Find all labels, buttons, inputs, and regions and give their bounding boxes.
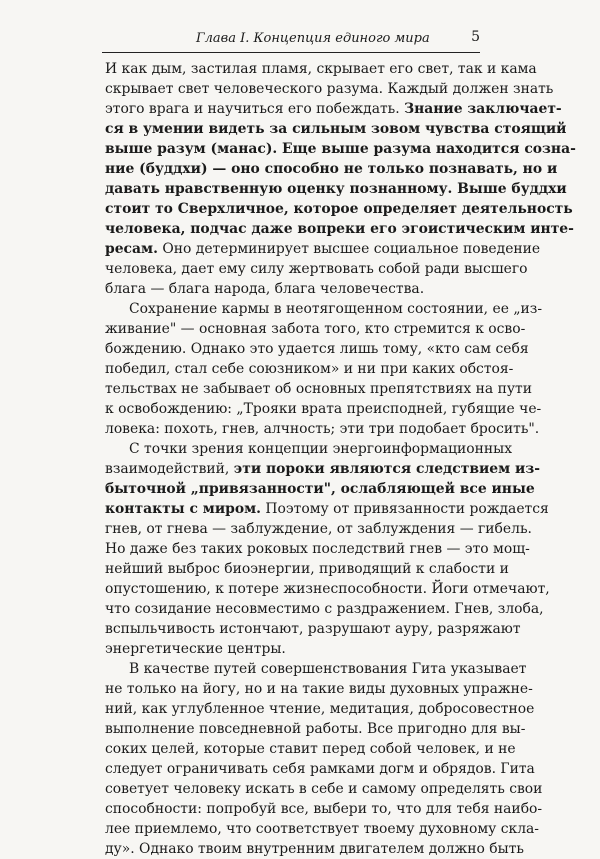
text-segment: В качестве путей совершенствования Гита указывает xyxy=(129,661,527,677)
text-line xyxy=(105,659,527,679)
text-line xyxy=(105,99,562,119)
bold-text-segment: давать нравственную оценку познанному. Выше буддхи xyxy=(105,181,567,197)
text-line xyxy=(105,419,540,439)
text-line xyxy=(105,759,535,779)
text-line xyxy=(105,799,543,819)
text-line xyxy=(105,699,535,719)
text-line xyxy=(105,719,526,739)
text-line xyxy=(105,599,544,619)
text-segment: Поэтому от привязанности рождается xyxy=(261,501,549,517)
text-segment: что созидание несовместимо с раздражением. Гнев, злоба, xyxy=(105,601,544,617)
text-segment: блага — блага народа, блага человечества. xyxy=(105,281,425,297)
bold-text-segment: выше разум (манас). Еще выше разума находится созна- xyxy=(105,141,576,157)
page-number: 5 xyxy=(471,29,480,45)
text-line xyxy=(105,339,529,359)
text-segment: энергетические центры. xyxy=(105,641,286,657)
text-line xyxy=(105,619,521,639)
text-segment: Оно детерминирует высшее социальное поведение xyxy=(157,241,541,257)
text-segment: выполнение повседневной работы. Все пригодно для вы- xyxy=(105,721,526,737)
text-segment: Сохранение кармы в неотягощенном состоянии, ее „из- xyxy=(129,301,543,317)
chapter-title: Глава I. Концепция единого мира xyxy=(196,31,430,46)
text-segment: тельствах не забывает об основных препятствиях на пути xyxy=(105,381,532,397)
text-segment: лее приемлемо, что соответствует твоему духовному скла- xyxy=(105,821,539,837)
text-segment: нейший выброс биоэнергии, приводящий к слабости и xyxy=(105,561,509,577)
running-header xyxy=(102,28,480,53)
text-segment: И как дым, застилая пламя, скрывает его свет, так и кама xyxy=(105,61,537,77)
text-line xyxy=(105,399,542,419)
text-segment: ду». Однако твоим внутренним двигателем должно быть xyxy=(105,841,524,857)
text-line xyxy=(105,79,554,99)
bold-text-segment: ние (буддхи) — оно способно не только познавать, но и xyxy=(105,161,558,177)
text-line xyxy=(105,639,476,659)
text-line xyxy=(105,519,532,539)
text-line xyxy=(105,499,549,519)
text-segment: советует человеку искать в себе и самому определять свои xyxy=(105,781,543,797)
text-segment: опустошению, к потере жизнеспособности. Йоги отмечают, xyxy=(105,581,550,597)
text-segment: следует ограничивать себя рамками догм и обрядов. Гита xyxy=(105,761,535,777)
text-line xyxy=(105,779,543,799)
text-segment: вспыльчивость истончают, разрушают ауру, разряжают xyxy=(105,621,521,637)
text-line xyxy=(105,819,539,839)
text-segment: ловека: похоть, гнев, алчность; эти три подобает бросить". xyxy=(105,421,540,437)
text-line xyxy=(105,239,541,259)
text-segment: ний, как углубленное чтение, медитация, добросовестное xyxy=(105,701,535,717)
text-segment: к освобождению: „Трояки врата преисподней, губящие че- xyxy=(105,401,542,417)
text-line xyxy=(105,319,526,339)
text-line xyxy=(105,179,567,199)
text-line xyxy=(105,139,576,159)
bold-text-segment: эти пороки являются следствием из- xyxy=(233,461,540,477)
body-text xyxy=(105,59,576,859)
text-segment: не только на йогу, но и на такие виды духовных упражне- xyxy=(105,681,533,697)
text-line xyxy=(105,439,513,459)
text-segment: С точки зрения концепции энергоинформационных xyxy=(129,441,513,457)
text-segment: взаимодействий, xyxy=(105,461,234,477)
bold-text-segment: стоит то Сверхличное, которое определяет деятельность xyxy=(105,201,573,217)
bold-text-segment: человека, подчас даже вопреки его эгоистическим инте- xyxy=(105,221,574,237)
bold-text-segment: ресам. xyxy=(105,241,158,257)
text-segment: Но даже без таких роковых последствий гнев — это мощ- xyxy=(105,541,530,557)
text-line xyxy=(105,299,543,319)
text-segment: живание" — основная забота того, кто стремится к осво- xyxy=(105,321,526,337)
text-line xyxy=(105,539,530,559)
text-line xyxy=(105,119,567,139)
text-line xyxy=(105,259,528,279)
text-segment: способности: попробуй все, выбери то, что для тебя наибо- xyxy=(105,801,543,817)
text-line xyxy=(105,679,533,699)
text-segment: соких целей, которые ставит перед собой человек, и не xyxy=(105,741,516,757)
text-line xyxy=(105,159,558,179)
text-segment: победил, стал себе союзником» и ни при каких обстоя- xyxy=(105,361,514,377)
bold-text-segment: быточной „привязанности", ослабляющей все иные xyxy=(105,481,535,497)
text-line xyxy=(105,199,573,219)
text-line xyxy=(105,359,514,379)
text-line xyxy=(105,459,540,479)
text-segment: гнев, от гнева — заблуждение, от заблуждения — гибель. xyxy=(105,521,532,537)
bold-text-segment: ся в умении видеть за сильным зовом чувства стоящий xyxy=(105,121,567,137)
text-line xyxy=(105,479,535,499)
text-line xyxy=(105,59,537,79)
text-line xyxy=(105,579,550,599)
text-segment: человека, дает ему силу жертвовать собой ради высшего xyxy=(105,261,528,277)
bold-text-segment: контакты с миром. xyxy=(105,501,262,517)
text-line xyxy=(105,739,516,759)
text-line xyxy=(105,559,509,579)
text-segment: бождению. Однако это удается лишь тому, «кто сам себя xyxy=(105,341,529,357)
text-line xyxy=(105,379,532,399)
text-line xyxy=(105,839,524,859)
text-line xyxy=(105,279,476,299)
text-segment: этого врага и научиться его побеждать. xyxy=(105,101,405,117)
bold-text-segment: Знание заключает- xyxy=(404,101,562,117)
text-line xyxy=(105,219,574,239)
text-segment: скрывает свет человеческого разума. Каждый должен знать xyxy=(105,81,554,97)
